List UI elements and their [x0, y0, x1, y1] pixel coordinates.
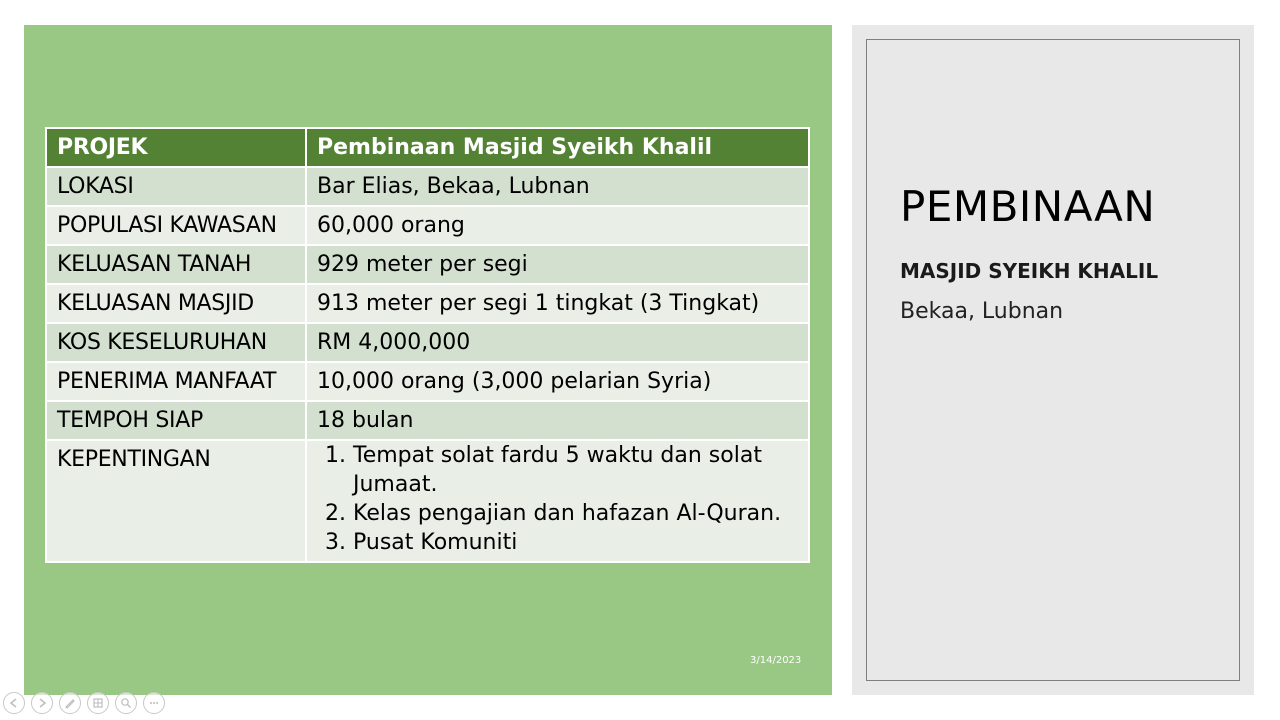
row-label: KEPENTINGAN [46, 440, 306, 562]
slide-title-panel [852, 25, 1254, 695]
table-row [46, 362, 809, 401]
row-label: TEMPOH SIAP [46, 401, 306, 440]
row-label: KOS KESELURUHAN [46, 323, 306, 362]
list-item: 2. Kelas pengajian dan hafazan Al-Quran. [353, 499, 798, 528]
row-label: PENERIMA MANFAAT [46, 362, 306, 401]
slide-main [24, 25, 832, 695]
table-row [46, 323, 809, 362]
slides-icon[interactable] [87, 692, 109, 714]
importance-list [317, 441, 798, 557]
row-value: 10,000 orang (3,000 pelarian Syria) [306, 362, 809, 401]
table-row [46, 401, 809, 440]
prev-icon[interactable] [3, 692, 25, 714]
table-row [46, 167, 809, 206]
project-table [45, 127, 810, 563]
row-value-list [306, 440, 809, 562]
panel-subtitle: MASJID SYEIKH KHALIL [900, 259, 1159, 283]
more-icon[interactable] [143, 692, 165, 714]
row-value: 929 meter per segi [306, 245, 809, 284]
table-row [46, 284, 809, 323]
panel-frame [866, 39, 1240, 681]
slide-date: 3/14/2023 [750, 655, 802, 666]
row-value: RM 4,000,000 [306, 323, 809, 362]
header-cell-label: PROJEK [46, 128, 306, 167]
row-label: LOKASI [46, 167, 306, 206]
next-icon[interactable] [31, 692, 53, 714]
table-row [46, 206, 809, 245]
header-cell-value: Pembinaan Masjid Syeikh Khalil [306, 128, 809, 167]
zoom-icon[interactable] [115, 692, 137, 714]
row-value: 913 meter per segi 1 tingkat (3 Tingkat) [306, 284, 809, 323]
panel-title: PEMBINAAN [900, 182, 1156, 231]
pen-icon[interactable] [59, 692, 81, 714]
list-item: 3. Pusat Komuniti [353, 528, 798, 557]
row-value: Bar Elias, Bekaa, Lubnan [306, 167, 809, 206]
row-label: KELUASAN TANAH [46, 245, 306, 284]
table-row [46, 245, 809, 284]
presentation-toolbar [3, 692, 165, 716]
row-label: KELUASAN MASJID [46, 284, 306, 323]
table-header-row [46, 128, 809, 167]
row-value: 60,000 orang [306, 206, 809, 245]
row-value: 18 bulan [306, 401, 809, 440]
list-item: 1. Tempat solat fardu 5 waktu dan solat Jumaat. [353, 441, 798, 499]
panel-location: Bekaa, Lubnan [900, 299, 1064, 324]
row-label: POPULASI KAWASAN [46, 206, 306, 245]
table-row [46, 440, 809, 562]
